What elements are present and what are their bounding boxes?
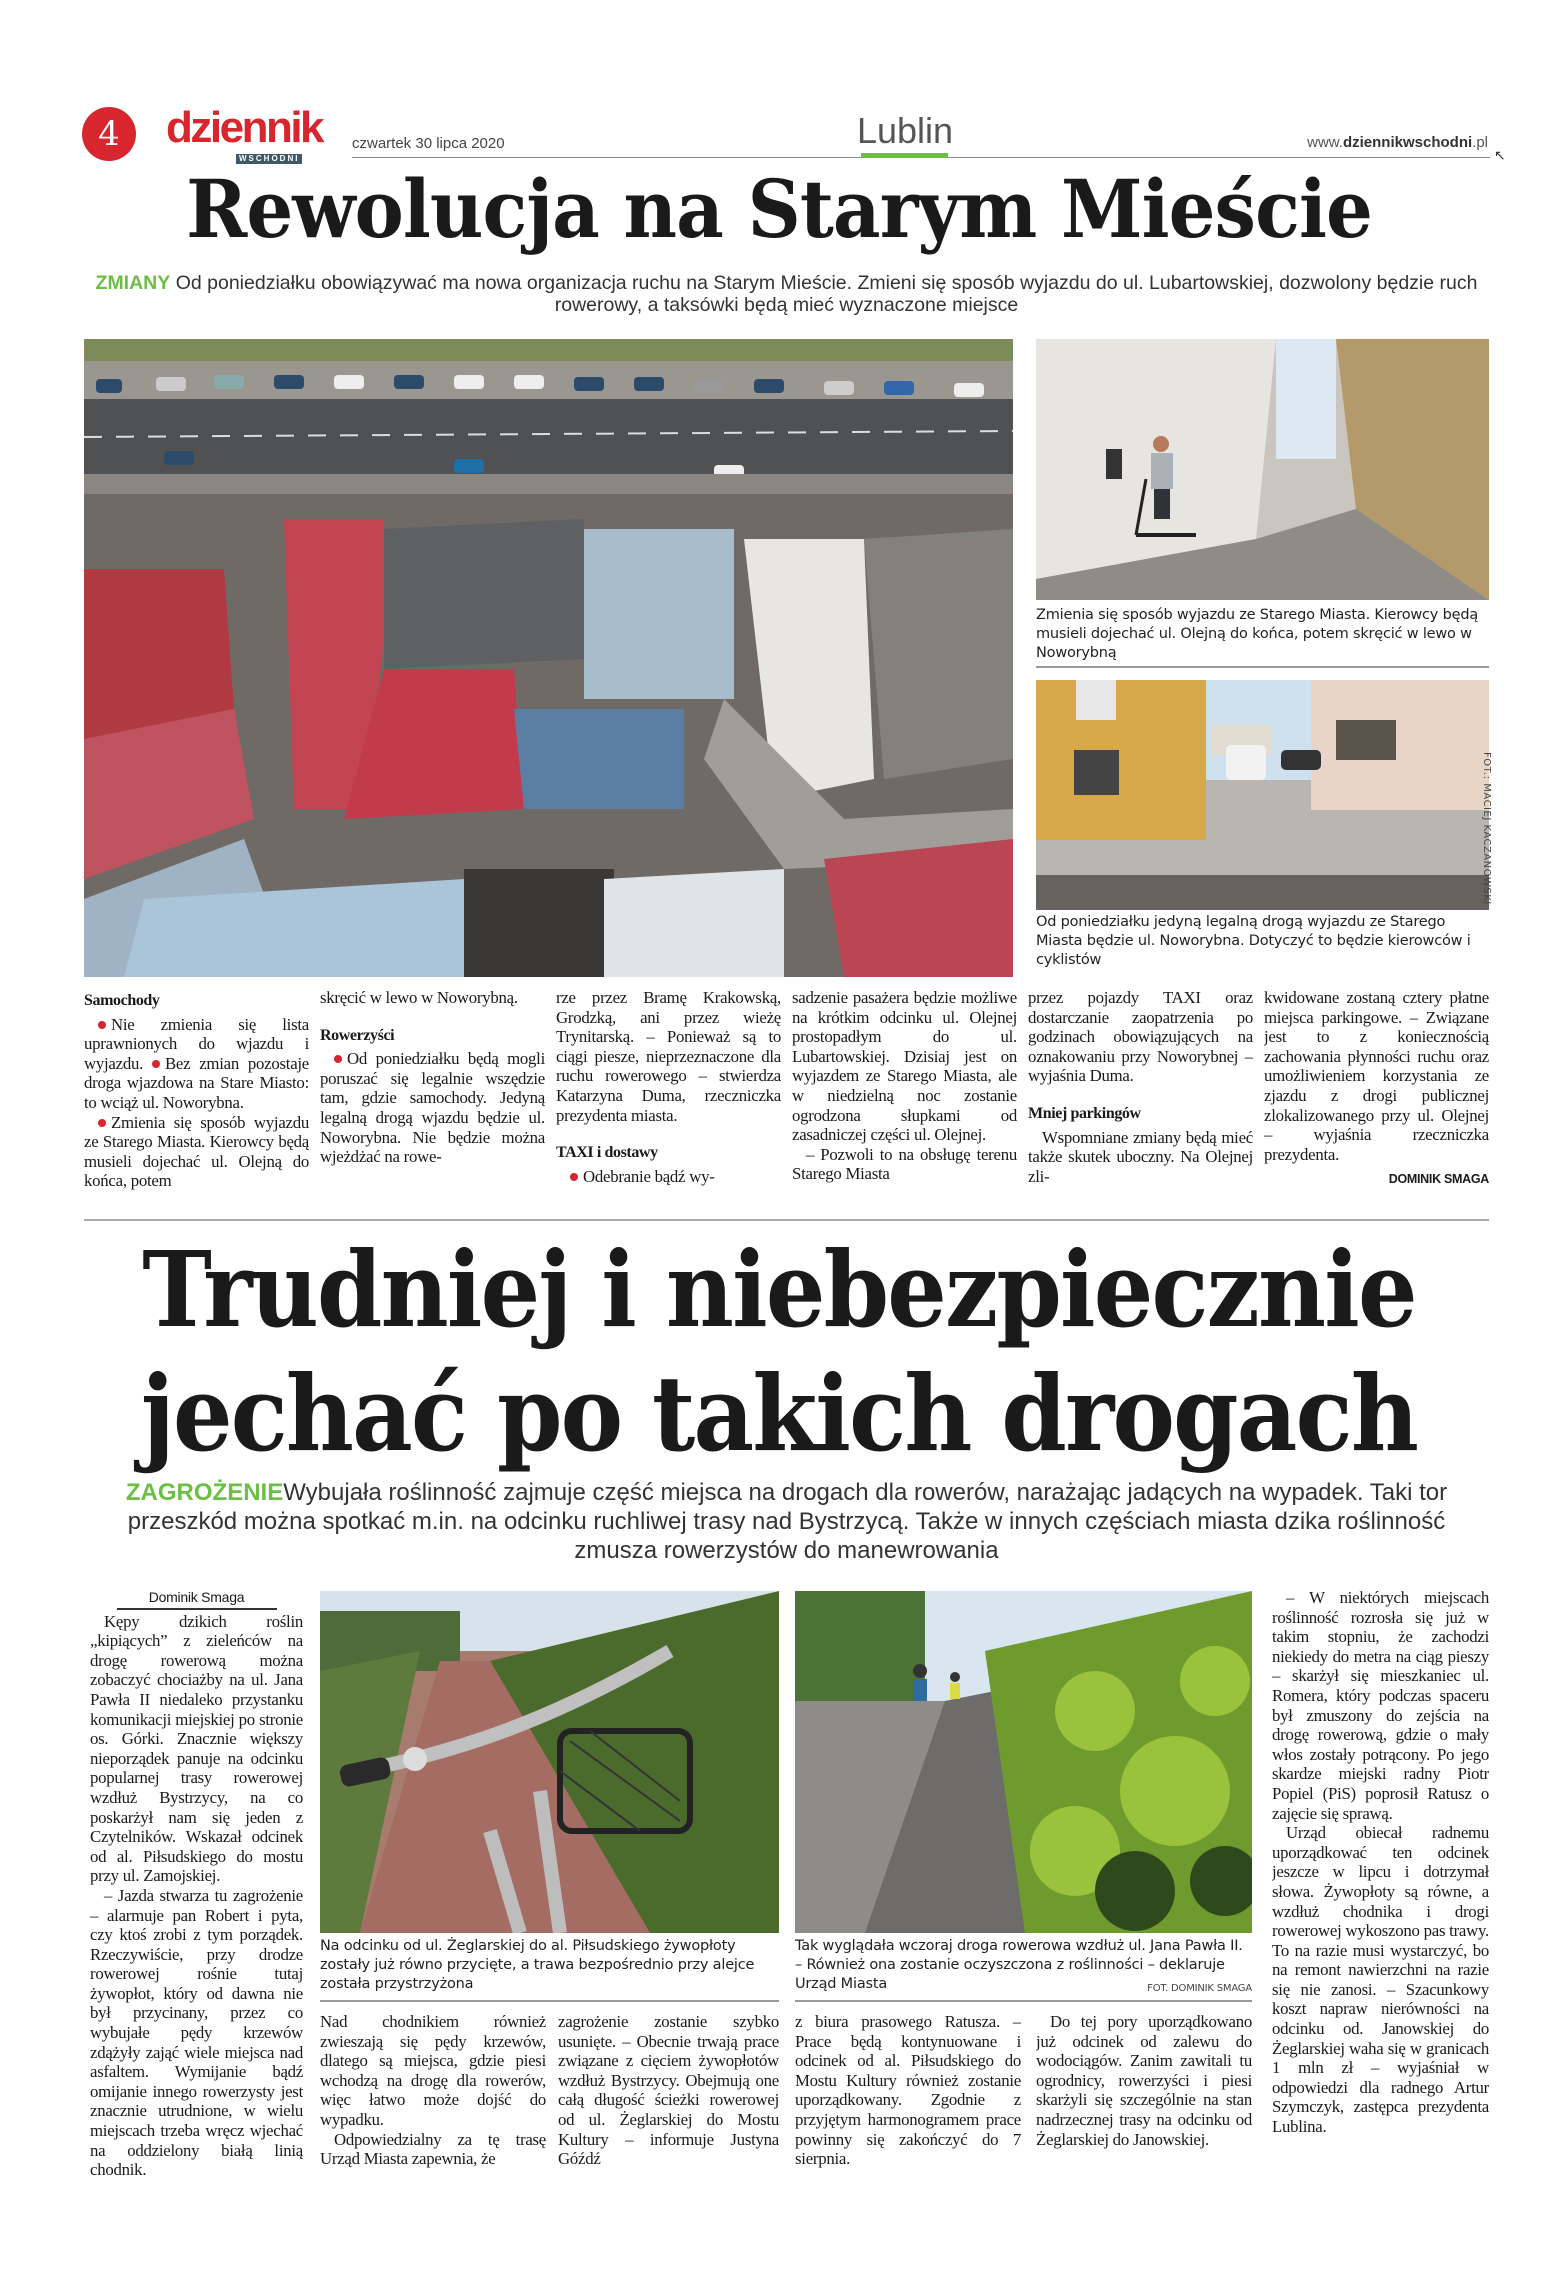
article1-deck xyxy=(84,272,1489,316)
bullet-icon xyxy=(152,1060,160,1068)
bullet-icon xyxy=(98,1021,106,1029)
mouse-cursor-icon: ↖ xyxy=(1494,149,1506,164)
article1-deck-text: Od poniedziałku obowiązywać ma nowa organizacja ruchu na Starym Mieście. Zmieni się sposób wyjazdu do ul. Lubartowskiej, dozwolony będzie ruch rowerowy, a taksówki będą mieć wyznaczone miejsce xyxy=(175,272,1478,316)
subheading: Rowerzyści xyxy=(320,1026,395,1044)
url-domain: dziennikwschodni xyxy=(1342,134,1473,151)
aerial-photo-old-town xyxy=(84,339,1013,977)
paragraph: – Pozwoli to na obsługę terenu Starego Miasta xyxy=(792,1144,1017,1184)
paragraph: Odpowiedzialny za tę trasę Urząd Miasta zapewnia, że xyxy=(320,2129,546,2169)
paragraph: Kępy dzikich roślin „kipiących” z zieleńców na drogę rowerową można zobaczyć chociażby na ul. Jana Pawła II niedaleko przystanku komunikacji miejskiej po stronie os. Górki. Znacznie większy nieporządek panuje na odcinku popularnej trasy rowerowej wzdłuż Bystrzycy, na co poskarżył nam się jeden z Czytelników. Wskazał odcinek od al. Piłsudskiego do mostu przy ul. Zamojskiej. xyxy=(90,1611,303,1886)
paragraph: sadzenie pasażera będzie możliwe na krótkim odcinku ul. Olejnej prostopadłym do ul. Lubartowskiej. Dzisiaj jest on wyjazdem ze Starego Miasta, ale w niedzielną noc zostanie ogrodzona słupkami od zasadniczej części ul. Olejnej. xyxy=(792,988,1017,1145)
article2-mid-column-1 xyxy=(320,2012,546,2182)
article2-kicker: ZAGROŻENIE xyxy=(125,1479,284,1506)
paragraph: z biura prasowego Ratusza. – Prace będą kontynuowane i odcinek od al. Piłsudskiego do Mostu Kultury również zostanie uporządkowany. Zgodnie z przyjętym harmonogramem prace powinny się zakończyć do 7 sierpnia. xyxy=(795,2012,1021,2169)
article1-column-2 xyxy=(320,988,545,1208)
paragraph: Wspomniane zmiany będą mieć także skutek uboczny. Na Olejnej zli- xyxy=(1028,1127,1253,1186)
paragraph: przez pojazdy TAXI oraz dostarczanie zaopatrzenia po godzinach obowiązujących na oznakowaniu przy Noworybnej – wyjaśnia Duma. xyxy=(1028,988,1253,1086)
article2-mid-column-2 xyxy=(558,2012,779,2182)
photo-caption-1: Zmienia się sposób wyjazdu ze Starego Miasta. Kierowcy będą musieli dojechać ul. Olejną do końca, potem skręcić w lewo w Noworybną xyxy=(1036,607,1479,661)
byline: Dominik Smaga xyxy=(117,1588,277,1610)
paragraph: Bez zmian pozostaje droga wjazdowa na Stare Miasto: to wciąż ul. Noworybna. xyxy=(84,1053,309,1112)
photo-noworybna-street xyxy=(1036,680,1489,910)
photo-overgrown-bike-path xyxy=(795,1591,1252,1933)
bullet-icon xyxy=(334,1055,342,1063)
section-accent-bar xyxy=(861,153,948,158)
subheading: Mniej parkingów xyxy=(1028,1104,1141,1122)
headline-line-2: jechać po takich drogach xyxy=(140,1352,1418,1475)
paragraph: – W niektórych miejscach roślinność rozrosła się już w takim stopniu, że zachodzi niekiedy do metra na ciąg pieszy – skarżył się mieszkaniec ul. Romera, który podczas spaceru był zmuszony do zejścia na drogę rowerową, gdzie o mały włos zostały potrącony. Po jego skardze miejski radny Piotr Popiel (PiS) poprosił Ratusz o zajęcie się sprawą. xyxy=(1272,1588,1489,1823)
article2-right-column xyxy=(1272,1588,1489,2180)
paragraph: Zmienia się sposób wyjazdu ze Starego Miasta. Kierowcy będą musieli dojechać ul. Olejną do końca, potem xyxy=(84,1112,309,1191)
article1-column-3 xyxy=(556,988,781,1208)
newspaper-logo xyxy=(166,104,342,168)
url-suffix: .pl xyxy=(1472,134,1488,151)
paragraph: – Jazda stwarza tu zagrożenie – alarmuje pan Robert i pyta, czy ktoś zrobi z tym porządek. Rzeczywiście, przy drodze rowerowej rośnie tutaj żywopłot, który od dawna nie był przycinany, przez co wybujałe pędy krzewów zdążyły zająć wiele miejsca nad asfaltem. Wymijanie bądź omijanie innego rowerzysty jest znacznie utrudnione, w wielu miejscach trzeba wręcz wjechać na oddzielony białą linią chodnik. xyxy=(90,1885,303,2180)
issue-date: czwartek 30 lipca 2020 xyxy=(352,135,505,152)
paragraph: Odebranie bądź wy- xyxy=(583,1166,715,1186)
article2-deck xyxy=(84,1478,1489,1565)
paragraph: Urząd obiecał radnemu uporządkować ten odcinek jeszcze w lipcu i dotrzymał słowa. Żywopłoty są równe, a wzdłuż chodnika i drogi rowerowej wykoszono pas trawy. To na razie musi wystarczyć, bo na remont nawierzchni na razie się nie zanosi. – Szacunkowy koszt napraw nierówności na odcinku od. Janowskiej do Żeglarskiej waha się w granicach 1 mln zł – wyjaśniał w odpowiedzi dla radnego Artur Szymczyk, zastępca prezydenta Lublina. xyxy=(1272,1823,1489,2137)
subheading: TAXI i dostawy xyxy=(556,1144,658,1162)
article1-column-5 xyxy=(1028,988,1253,1208)
page-number: 4 xyxy=(82,107,136,161)
logo-sub: WSCHODNI xyxy=(236,154,302,164)
bullet-icon xyxy=(98,1119,106,1127)
paragraph: Do tej pory uporządkowano już odcinek od zalewu do wodociągów. Zanim zawitali tu ogrodnicy, rowerzyści i piesi skarżyli się szczególnie na stan nadrzecznej trasy na odcinku od Żeglarskiej do Janowskiej. xyxy=(1036,2012,1252,2149)
caption-text: Tak wyglądała wczoraj droga rowerowa wzdłuż ul. Jana Pawła II. – Również ona zostanie oczyszczona z roślinności – deklaruje Urząd Miasta xyxy=(795,1938,1243,1992)
site-url[interactable] xyxy=(1307,134,1488,151)
caption-rule xyxy=(1036,666,1489,668)
photo-caption-3: Na odcinku od ul. Żeglarskiej do al. Piłsudskiego żywopłoty zostały już równo przycięte, a trawa bezpośrednio przy alejce została przystrzyżona xyxy=(320,1938,755,1992)
paragraph: skręcić w lewo w Noworybną. xyxy=(320,988,518,1007)
article2-headline xyxy=(78,1228,1480,1476)
paragraph: Od poniedziałku będą mogli poruszać się legalnie wszędzie tam, gdzie samochody. Jedyną legalną drogą wjazdu będzie ul. Noworybna. Nie będzie można wjeżdżać na rowe- xyxy=(320,1049,545,1167)
photo-caption-4 xyxy=(795,1937,1252,1998)
subheading: Samochody xyxy=(84,992,160,1009)
article2-left-column xyxy=(90,1588,303,2180)
headline-line-1: Trudniej i niebezpiecznie xyxy=(142,1228,1416,1351)
article2-deck-text: Wybujała roślinność zajmuje część miejsca na drogach dla rowerów, narażając jadących na wypadek. Taki tor przeszkód można spotkać m.in. na odcinku ruchliwej trasy nad Bystrzycą. Także w innych częściach miasta dzika roślinność zmusza rowerzystów do manewrowania xyxy=(127,1479,1448,1564)
photo-street-scooter xyxy=(1036,339,1489,600)
article1-headline: Rewolucja na Starym Mieście xyxy=(186,162,1372,256)
caption-rule xyxy=(795,2000,1252,2002)
article1-column-4 xyxy=(792,988,1017,1208)
article2-mid-column-3 xyxy=(795,2012,1021,2182)
photo-caption-2: Od poniedziałku jedyną legalną drogą wyjazdu ze Starego Miasta będzie ul. Noworybna. Dotyczyć to będzie kierowców i cyklistów xyxy=(1036,914,1471,968)
paragraph: Nad chodnikiem również zwieszają się pędy krzewów, dlatego są miejsca, gdzie piesi wchodzą na drogę dla rowerów, więc łatwo może dojść do wypadku. xyxy=(320,2012,546,2129)
author-signature: DOMINIK SMAGA xyxy=(1388,1172,1489,1187)
article1-column-1 xyxy=(84,988,309,1208)
article2-mid-column-4 xyxy=(1036,2012,1252,2182)
article-divider xyxy=(84,1219,1489,1221)
paragraph: rze przez Bramę Krakowską, Grodzką, ani przez wieżę Trynitarską. – Ponieważ są to ciągi piesze, nieprzeznaczone dla ruchu rowerowego – stwierdza Katarzyna Duma, rzeczniczka prezydenta miasta. xyxy=(556,988,781,1125)
photo-credit: FOT. DOMINIK SMAGA xyxy=(1147,1983,1252,1994)
paragraph: zagrożenie zostanie szybko usunięte. – Obecnie trwają prace związane z cięciem żywopłotów wzdłuż Bystrzycy. Obejmują one całą długość ścieżki rowerowej od ul. Żeglarskiej do Mostu Kultury – informuje Justyna Góźdź xyxy=(558,2012,779,2169)
section-name: Lublin xyxy=(856,110,954,151)
article1-column-6 xyxy=(1264,988,1489,1213)
article1-kicker: ZMIANY xyxy=(95,272,171,294)
paragraph: Nie zmienia się lista uprawnionych do wjazdu i wyjazdu. xyxy=(84,1014,309,1073)
logo-main: dziennik xyxy=(166,103,323,152)
url-prefix: www. xyxy=(1307,134,1343,151)
bullet-icon xyxy=(570,1173,578,1181)
caption-rule xyxy=(320,2000,779,2002)
paragraph: kwidowane zostaną cztery płatne miejsca parkingowe. – Związane jest to z koniecznością zachowania płynności ruchu oraz umożliwieniem korzystania ze zjazdu z drogi publicznej zlokalizowanego przy ul. Olejnej – wyjaśnia rzeczniczka prezydenta. xyxy=(1264,988,1489,1164)
photo-credit: FOT.: MACIEJ KACZANOWSKI xyxy=(1481,752,1492,905)
photo-bicycle-path xyxy=(320,1591,779,1933)
